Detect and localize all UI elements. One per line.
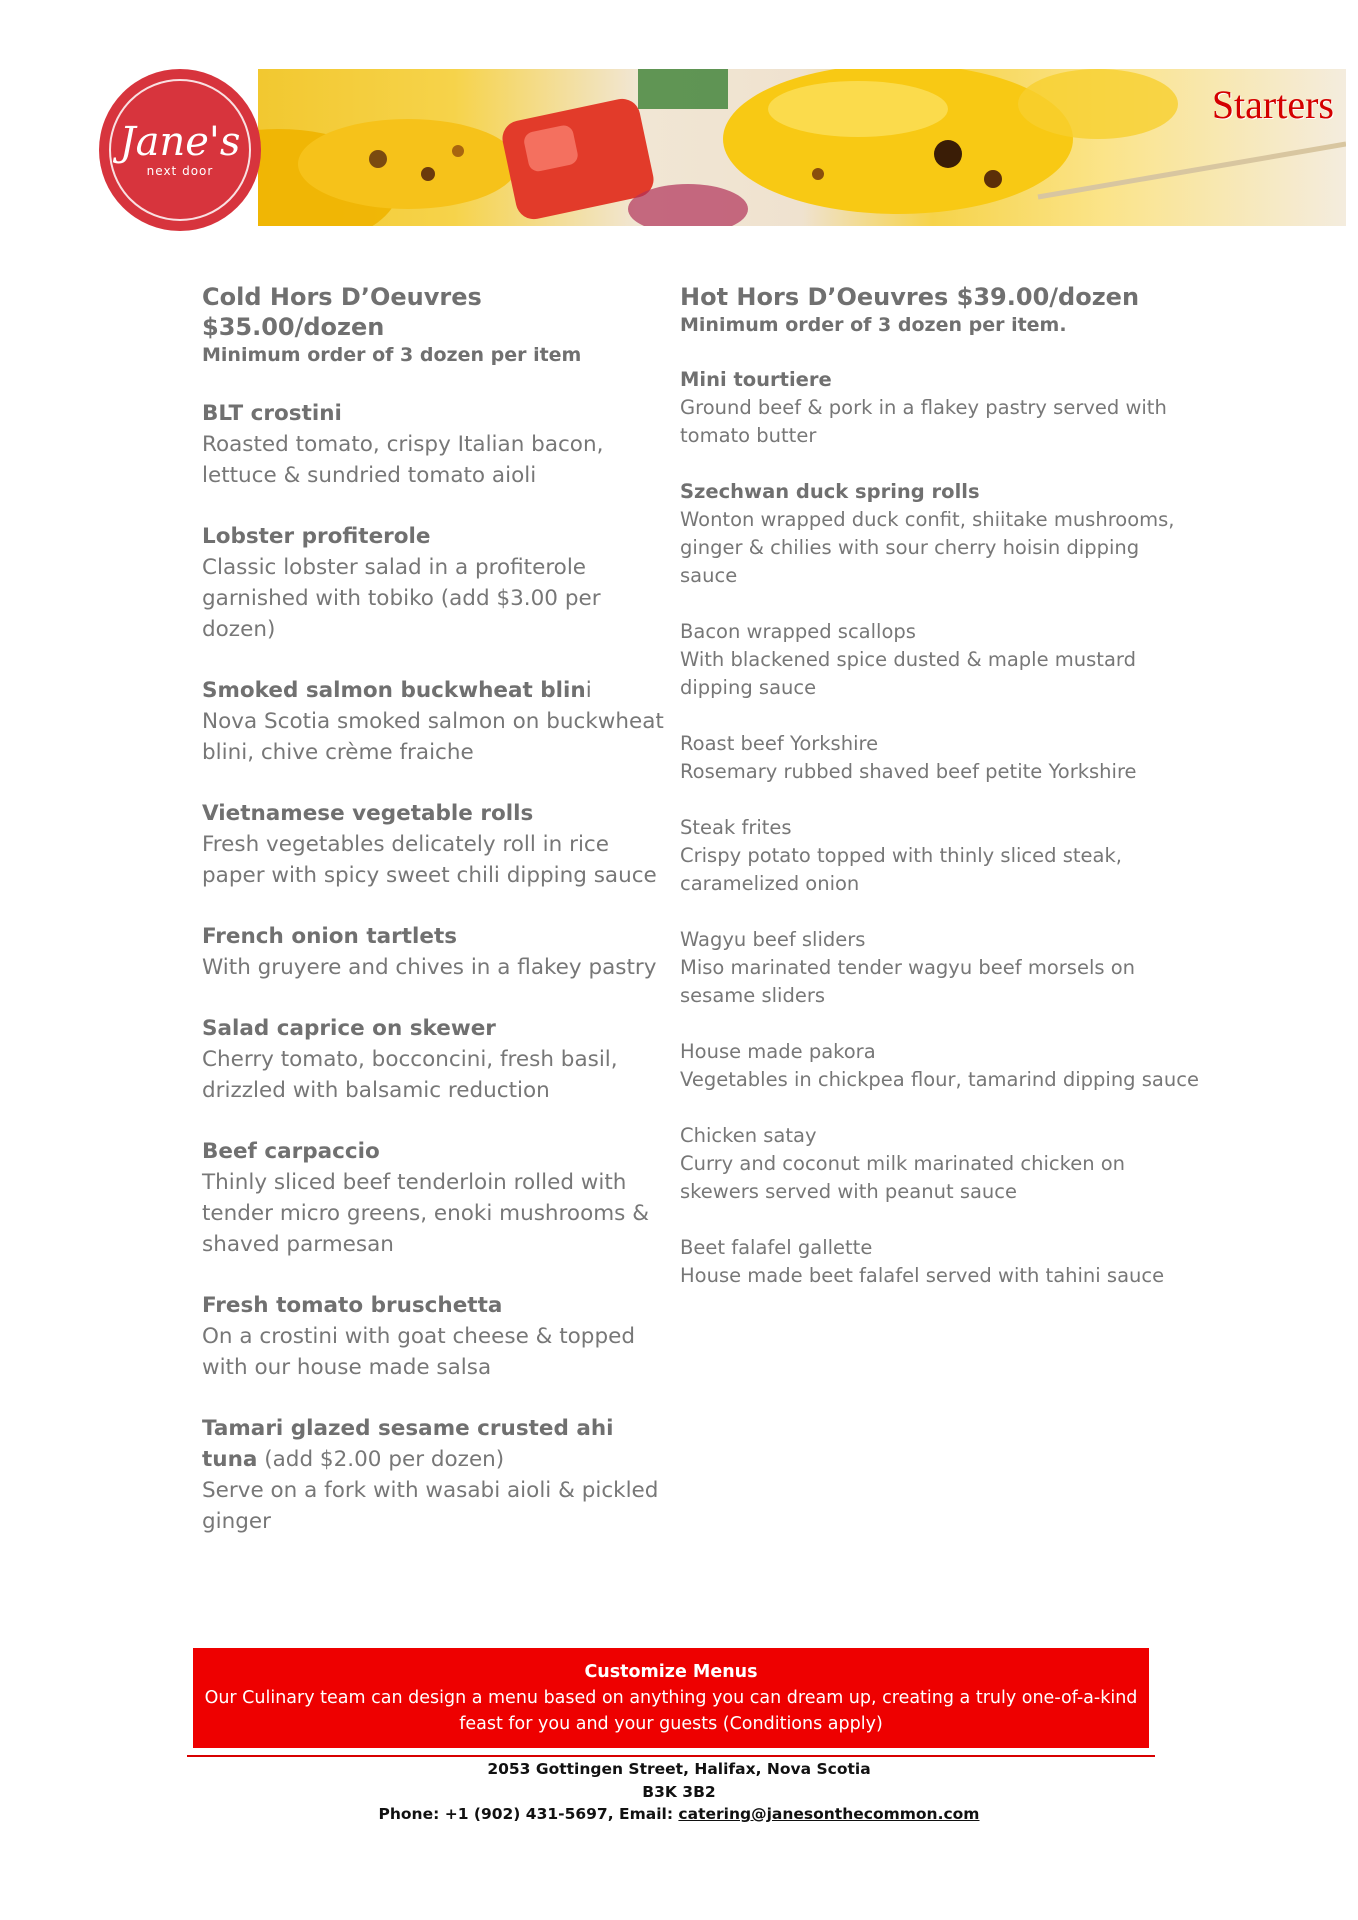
item-name: Szechwan duck spring rolls [680,480,980,503]
banner-title: Starters [1211,82,1334,127]
hot-minimum-order: Minimum order of 3 dozen per item. [680,314,1067,336]
item-description: Classic lobster salad in a profiterole garnished with tobiko (add $3.00 per dozen) [202,555,601,642]
hot-title: Hot Hors D’Oeuvres $39.00/dozen [680,283,1140,311]
menu-item [680,478,1200,590]
item-name: Fresh tomato bruschetta [202,1293,503,1318]
item-name: Lobster profiterole [202,524,431,549]
menu-item [202,1013,672,1106]
item-name: Smoked salmon buckwheat blin [202,678,586,703]
phone-text: Phone: +1 (902) 431-5697, Email: [378,1805,679,1823]
logo-ring [109,79,251,221]
item-name: Wagyu beef sliders [680,928,866,951]
item-name: Beef carpaccio [202,1139,380,1164]
item-name-suffix: i [585,678,592,703]
menu-item [202,1290,672,1383]
cold-title: Cold Hors D’Oeuvres $35.00/dozen [202,283,482,341]
cold-hors-doeuvres-column [202,282,672,1537]
item-name: Beet falafel gallette [680,1236,873,1259]
menu-item [680,730,1200,786]
cta-title: Customize Menus [584,1662,758,1682]
menu-item [680,618,1200,702]
menu-item [202,921,672,983]
menu-item [202,798,672,891]
item-name: BLT crostini [202,401,342,426]
item-name: Vietnamese vegetable rolls [202,801,534,826]
cold-minimum-order: Minimum order of 3 dozen per item [202,344,582,366]
item-description: Cherry tomato, bocconcini, fresh basil, drizzled with balsamic reduction [202,1047,618,1103]
address-line-2: B3K 3B2 [642,1782,716,1801]
janes-logo [99,69,261,231]
hot-hors-doeuvres-column [680,282,1200,1290]
menu-item [680,1234,1200,1290]
header-banner [258,69,1346,226]
item-name: Mini tourtiere [680,368,832,391]
item-description: Ground beef & pork in a flakey pastry served with tomato butter [680,396,1167,447]
item-name: Tamari glazed sesame crusted ahi tuna [202,1416,614,1472]
item-description: Serve on a fork with wasabi aioli & pickled ginger [202,1478,659,1534]
item-description: Miso marinated tender wagyu beef morsels on sesame sliders [680,956,1136,1007]
item-name-suffix: (add $2.00 per dozen) [257,1447,505,1472]
menu-item [680,1038,1200,1094]
item-description: Roasted tomato, crispy Italian bacon, lettuce & sundried tomato aioli [202,432,604,488]
item-description: Crispy potato topped with thinly sliced steak, caramelized onion [680,844,1122,895]
item-description: Thinly sliced beef tenderloin rolled with tender micro greens, enoki mushrooms & shaved parmesan [202,1170,649,1257]
item-description: Vegetables in chickpea flour, tamarind dipping sauce [680,1068,1199,1091]
menu-item [202,521,672,645]
menu-item [202,398,672,491]
item-description: With gruyere and chives in a flakey pastry [202,955,657,980]
customize-menus-banner [193,1648,1149,1748]
email-link[interactable]: catering@janesonthecommon.com [678,1805,980,1823]
item-description: Wonton wrapped duck confit, shiitake mushrooms, ginger & chilies with sour cherry hoisin dipping sauce [680,508,1175,587]
cta-text: Our Culinary team can design a menu based on anything you can dream up, creating a truly one-of-a-kind feast for you and your guests (Conditions apply) [204,1688,1138,1734]
item-description: Fresh vegetables delicately roll in rice paper with spicy sweet chili dipping sauce [202,832,657,888]
item-description: With blackened spice dusted & maple mustard dipping sauce [680,648,1136,699]
menu-item [680,366,1200,450]
menu-item [680,1122,1200,1206]
item-description: Curry and coconut milk marinated chicken on skewers served with peanut sauce [680,1152,1126,1203]
item-description: Nova Scotia smoked salmon on buckwheat blini, chive crème fraiche [202,709,664,765]
item-name: Salad caprice on skewer [202,1016,496,1041]
corn-skewer-photo [258,69,1346,226]
item-description: House made beet falafel served with tahini sauce [680,1264,1165,1287]
logo-name: Jane's [119,119,241,165]
item-name: Chicken satay [680,1124,817,1147]
item-description: Rosemary rubbed shaved beef petite Yorkshire [680,760,1137,783]
item-description: On a crostini with goat cheese & topped with our house made salsa [202,1324,635,1380]
item-name: Steak frites [680,816,792,839]
item-name: Bacon wrapped scallops [680,620,916,643]
menu-item [680,926,1200,1010]
contact-line [0,1803,1358,1826]
menu-item [202,1413,672,1537]
item-name: Roast beef Yorkshire [680,732,879,755]
menu-item [202,675,672,768]
logo-tagline: next door [146,164,214,178]
footer-divider [187,1755,1155,1757]
address-line-1: 2053 Gottingen Street, Halifax, Nova Scotia [487,1760,871,1778]
menu-item [202,1136,672,1260]
contact-address [0,1758,1358,1826]
item-name: French onion tartlets [202,924,458,949]
item-name: House made pakora [680,1040,876,1063]
menu-item [680,814,1200,898]
